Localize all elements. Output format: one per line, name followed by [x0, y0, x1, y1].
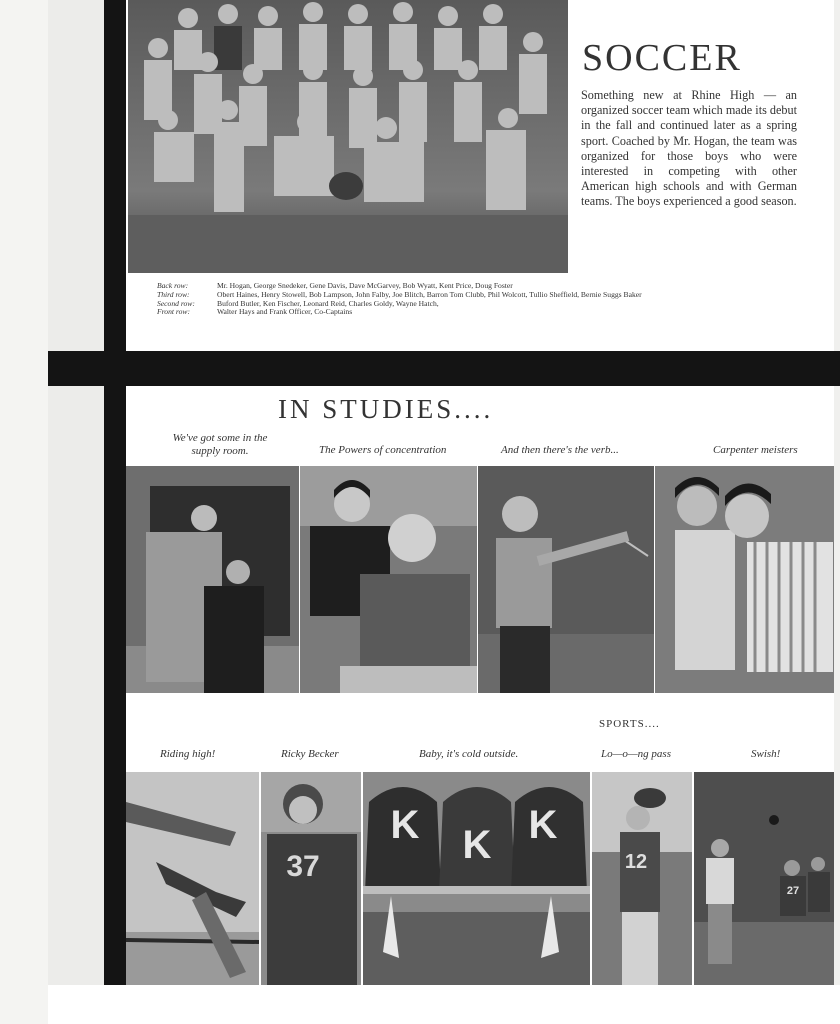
sports-photo-cold-outside: [363, 772, 590, 985]
studies-caption-verb: And then there's the verb...: [501, 444, 619, 456]
page-margin-shade: [48, 0, 104, 1024]
roster-row-names: Walter Hays and Frank Officer, Co-Captains: [217, 307, 353, 317]
soccer-team-photo: [128, 0, 568, 273]
jersey-number: 12: [624, 851, 648, 873]
sports-caption-ricky-becker: Ricky Becker: [281, 748, 339, 760]
black-spine-bar: [104, 0, 126, 985]
page-margin-left: [0, 0, 48, 1024]
jacket-letter: K: [528, 803, 558, 847]
page-bottom-margin: [48, 985, 840, 1024]
jacket-letter: K: [390, 803, 420, 847]
roster-row-names: Mr. Hogan, George Snedeker, Gene Davis, Dave McGarvey, Bob Wyatt, Kent Price, Doug Foster: [217, 281, 513, 290]
jersey-number: 37: [286, 850, 320, 883]
sports-photo-long-pass: [592, 772, 692, 985]
sports-caption-swish: Swish!: [751, 748, 781, 760]
black-divider-band: [48, 351, 840, 386]
sports-photo-ricky-becker: [261, 772, 361, 985]
roster-row-label: Second row:: [157, 298, 195, 308]
studies-heading: IN STUDIES....: [278, 394, 494, 424]
studies-caption-supply-room: We've got some in the supply room.: [172, 432, 268, 457]
roster-row-label: Front row:: [157, 307, 190, 317]
soccer-heading: SOCCER: [582, 37, 742, 79]
studies-photo-concentration: [300, 466, 477, 693]
page-margin-right: [834, 0, 840, 1024]
roster-row-names: Buford Butler, Ken Fischer, Leonard Reid, Charles Goldy, Wayne Hatch,: [217, 298, 439, 308]
sports-heading: SPORTS....: [599, 718, 660, 730]
sports-caption-long-pass: Lo—o—ng pass: [601, 748, 671, 760]
studies-caption-concentration: The Powers of concentration: [319, 444, 447, 456]
roster-row-names: Obert Haines, Henry Stowell, Bob Lampson, John Falby, Joe Blitch, Barron Tom Clubb, Phil Wolcott, Tullio Sheffield, Bernie Suggs Baker: [217, 289, 642, 299]
soccer-roster: [157, 282, 642, 317]
sports-caption-cold-outside: Baby, it's cold outside.: [419, 748, 519, 760]
soccer-description: Something new at Rhine High — an organized soccer team which made its debut in the fall and continued later as a spring sport. Coached by Mr. Hogan, the team was organized for those boys who were interested in competing with other American high schools and with German teams. The boys experienced a good season.: [581, 88, 797, 209]
roster-row: [157, 308, 642, 317]
studies-photo-carpenter: [655, 466, 834, 693]
roster-row-label: Back row:: [157, 281, 189, 290]
roster-row-label: Third row:: [157, 289, 190, 299]
studies-photo-supply-room: [126, 466, 299, 693]
studies-photo-verb: [478, 466, 654, 693]
jacket-letter: K: [462, 823, 492, 867]
studies-caption-carpenter: Carpenter meisters: [713, 444, 798, 456]
sports-photo-riding-high: [126, 772, 259, 985]
sports-photo-swish: [694, 772, 834, 985]
sports-caption-riding-high: Riding high!: [160, 748, 216, 760]
jersey-number: 27: [786, 885, 800, 897]
